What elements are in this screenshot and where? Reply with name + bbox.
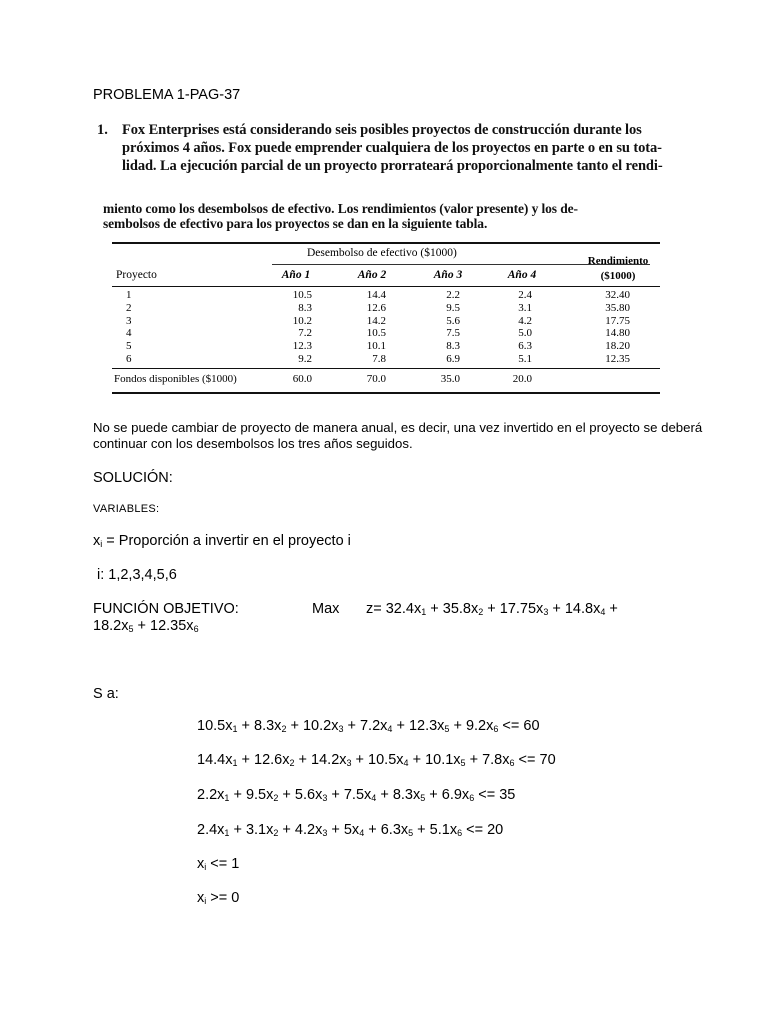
problem-line: próximos 4 años. Fox puede emprender cualquiera de los proyectos en parte o en su tota- [122, 140, 662, 156]
math-subscript: 1 [421, 607, 427, 617]
funds-year-3: 35.0 [440, 373, 460, 385]
page-heading: PROBLEMA 1-PAG-37 [93, 87, 241, 103]
math-subscript: 2 [281, 724, 287, 734]
math-subscript: 3 [346, 758, 352, 768]
table-cell-y4: 3.1 [518, 301, 532, 314]
problem-line: lidad. La ejecución parcial de un proyecto prorrateará proporcionalmente tanto el rendi- [122, 158, 663, 174]
math-text: x [197, 890, 205, 906]
cash-outlay-header: Desembolso de efectivo ($1000) [307, 247, 457, 259]
problem-line: Fox Enterprises está considerando seis posibles proyectos de construcción durante los [122, 122, 642, 138]
math-text: + 7.2x [343, 718, 388, 734]
math-text: x [197, 856, 205, 872]
projects-table [112, 242, 660, 394]
objective-label: FUNCIÓN OBJETIVO: [93, 601, 239, 617]
math-text: + 3.1x [229, 822, 274, 838]
funds-year-4: 20.0 [512, 373, 532, 385]
math-subscript: 5 [444, 724, 450, 734]
table-cell-y4: 6.3 [518, 340, 532, 353]
math-subscript: 4 [387, 724, 393, 734]
constraint-2 [197, 752, 556, 768]
math-text: z= 32.4x [366, 601, 422, 617]
funds-top-rule [112, 368, 660, 369]
math-text: + 17.75x [483, 601, 544, 617]
math-text: + 10.5x [351, 752, 404, 768]
math-text: + 12.35x [133, 618, 194, 634]
variables-label: VARIABLES: [93, 503, 160, 515]
yield-unit-header: ($1000) [600, 270, 636, 282]
solution-label: SOLUCIÓN: [93, 470, 173, 486]
table-cell-y3: 7.5 [446, 327, 460, 340]
funds-year-2: 70.0 [366, 373, 386, 385]
math-text: + 6.3x [364, 822, 409, 838]
math-text: <= 35 [474, 787, 516, 803]
year-1-header: Año 1 [281, 269, 311, 281]
table-cell-yield: 18.20 [605, 340, 630, 353]
table-cell-y3: 2.2 [446, 289, 460, 301]
math-text: 2.4x [197, 822, 225, 838]
math-subscript: 5 [420, 793, 426, 803]
table-cell-y4: 4.2 [518, 314, 532, 327]
math-text: + 8.3x [237, 718, 282, 734]
table-cell-project: 1 [126, 289, 132, 301]
math-subscript: 2 [273, 793, 279, 803]
math-subscript: 3 [322, 828, 328, 838]
funds-label: Fondos disponibles ($1000) [114, 373, 237, 385]
math-subscript: 1 [224, 793, 230, 803]
math-text: + 7.8x [465, 752, 510, 768]
objective-max: Max [312, 601, 340, 617]
problem-number: 1. [97, 122, 108, 138]
math-text: 18.2x [93, 618, 129, 634]
table-cell-project: 2 [126, 301, 132, 314]
index-range: i: 1,2,3,4,5,6 [97, 567, 177, 583]
math-text: + 6.9x [425, 787, 470, 803]
table-cell-y3: 6.9 [446, 353, 460, 365]
math-text: + 8.3x [376, 787, 421, 803]
math-text: + 4.2x [278, 822, 323, 838]
table-cell-yield: 35.80 [605, 301, 630, 314]
table-cell-y1: 12.3 [292, 340, 312, 353]
math-subscript: 5 [460, 758, 466, 768]
math-text: + [605, 601, 618, 617]
math-subscript: i [204, 862, 207, 872]
table-cell-y4: 5.0 [518, 327, 532, 340]
math-subscript: 2 [273, 828, 279, 838]
table-cell-project: 6 [126, 353, 132, 365]
variable-definition-text: = Proporción a invertir en el proyecto i [106, 533, 351, 549]
math-text: + 5.6x [278, 787, 323, 803]
constraint-4 [197, 822, 503, 838]
table-cell-y1: 8.3 [298, 301, 312, 314]
math-subscript: 4 [371, 793, 377, 803]
year-3-header: Año 3 [433, 269, 463, 281]
table-cell-y2: 14.4 [366, 289, 386, 301]
math-subscript: i [204, 896, 207, 906]
math-subscript: 3 [338, 724, 344, 734]
math-subscript: 3 [543, 607, 549, 617]
table-cell-y3: 5.6 [446, 314, 460, 327]
math-subscript: 1 [232, 758, 238, 768]
math-subscript: 6 [193, 624, 199, 634]
math-text: 14.4x [197, 752, 233, 768]
math-text: + 10.2x [286, 718, 339, 734]
math-text: + 12.3x [392, 718, 445, 734]
table-cell-y4: 2.4 [518, 289, 532, 301]
math-text: + 9.2x [449, 718, 494, 734]
problem-line: miento como los desembolsos de efectivo. Los rendimientos (valor presente) y los de- [103, 201, 578, 216]
table-cell-yield: 17.75 [605, 314, 630, 327]
math-text: <= 1 [206, 856, 240, 872]
math-text: + 7.5x [327, 787, 372, 803]
math-subscript: 5 [408, 828, 414, 838]
table-cell-y2: 14.2 [366, 314, 386, 327]
math-subscript: 6 [469, 793, 475, 803]
math-text: + 12.6x [237, 752, 290, 768]
subject-to-label: S a: [93, 686, 119, 702]
math-text: + 14.8x [548, 601, 601, 617]
table-cell-y1: 9.2 [298, 353, 312, 365]
math-text: + 14.2x [294, 752, 347, 768]
table-cell-y1: 10.2 [292, 314, 312, 327]
note-paragraph: No se puede cambiar de proyecto de manera anual, es decir, una vez invertido en el proyecto se deberá continuar con los desembolsos los tres años seguidos. [93, 420, 703, 451]
math-subscript: 6 [493, 724, 499, 734]
bound-lower [197, 890, 239, 906]
math-subscript: 4 [403, 758, 409, 768]
table-cell-y1: 7.2 [298, 327, 312, 340]
table-top-rule [112, 242, 660, 244]
table-cell-y3: 9.5 [446, 301, 460, 314]
project-col-header: Proyecto [116, 269, 157, 281]
table-cell-y3: 8.3 [446, 340, 460, 353]
objective-expression-continued [93, 618, 199, 634]
math-subscript: 6 [457, 828, 463, 838]
constraint-3 [197, 787, 515, 803]
table-cell-y2: 7.8 [372, 353, 386, 365]
math-subscript: 1 [224, 828, 230, 838]
problem-line: sembolsos de efectivo para los proyectos se dan en la siguiente tabla. [103, 216, 488, 231]
variable-definition: $x_i$ = Proporción a invertir en el proyecto i [93, 533, 351, 549]
bound-upper [197, 856, 239, 872]
funds-year-1: 60.0 [292, 373, 312, 385]
table-cell-yield: 14.80 [605, 327, 630, 340]
math-subscript: 3 [322, 793, 328, 803]
math-text: + 5.1x [413, 822, 458, 838]
math-subscript: 4 [600, 607, 606, 617]
math-text: <= 60 [498, 718, 540, 734]
year-4-header: Año 4 [507, 269, 537, 281]
math-subscript: 5 [128, 624, 134, 634]
constraint-1 [197, 718, 540, 734]
table-cell-y2: 10.5 [366, 327, 386, 340]
math-subscript: 2 [289, 758, 295, 768]
math-subscript: 6 [509, 758, 515, 768]
math-text: 10.5x [197, 718, 233, 734]
table-cell-project: 4 [126, 327, 132, 340]
table-cell-y2: 10.1 [366, 340, 386, 353]
math-text: + 35.8x [426, 601, 479, 617]
math-text: + 10.1x [408, 752, 461, 768]
math-text: >= 0 [206, 890, 240, 906]
yield-header: Rendimiento [587, 255, 649, 267]
table-cell-y1: 10.5 [292, 289, 312, 301]
table-bottom-rule [112, 392, 660, 394]
math-text: <= 20 [462, 822, 504, 838]
math-text: 2.2x [197, 787, 225, 803]
header-bottom-rule [112, 286, 660, 287]
math-subscript: 4 [359, 828, 365, 838]
math-subscript: 2 [478, 607, 484, 617]
table-cell-yield: 12.35 [605, 353, 630, 365]
objective-expression [366, 601, 618, 617]
table-cell-project: 3 [126, 314, 132, 327]
table-cell-y2: 12.6 [366, 301, 386, 314]
table-cell-yield: 32.40 [605, 289, 630, 301]
table-cell-y4: 5.1 [518, 353, 532, 365]
math-text: + 5x [327, 822, 360, 838]
math-subscript: 1 [232, 724, 238, 734]
math-text: + 9.5x [229, 787, 274, 803]
math-text: <= 70 [514, 752, 556, 768]
table-cell-project: 5 [126, 340, 132, 353]
year-2-header: Año 2 [357, 269, 387, 281]
